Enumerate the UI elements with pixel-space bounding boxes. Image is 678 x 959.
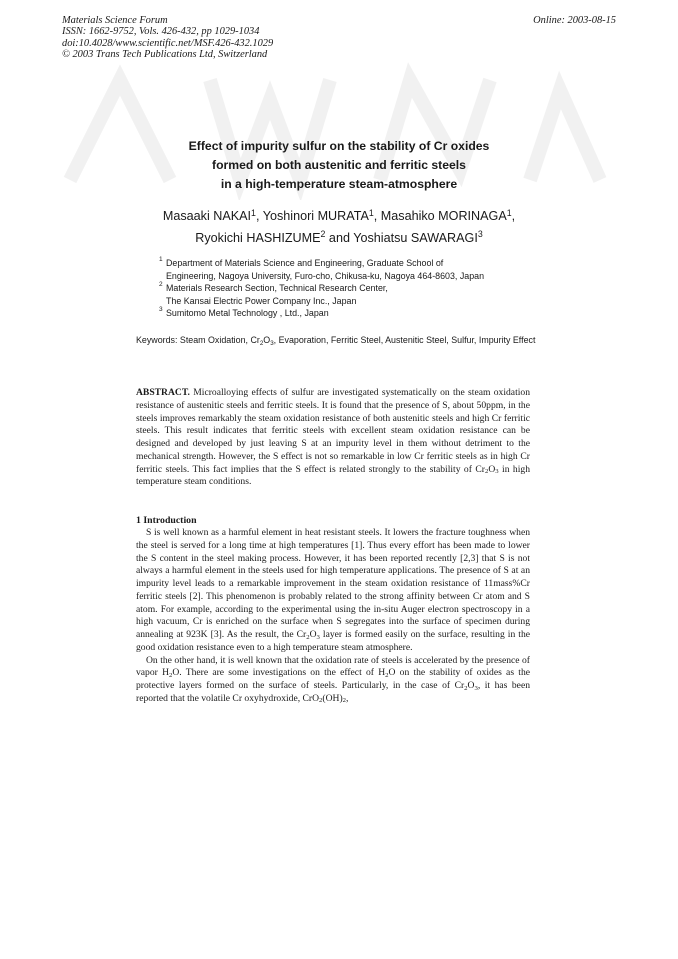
- subscript: 2: [464, 684, 468, 692]
- affiliation-line: Materials Research Section, Technical Research Center,: [166, 283, 388, 294]
- author-name: Yoshiatsu SAWARAGI: [353, 230, 478, 245]
- title-line-3: in a high-temperature steam-atmosphere: [220, 176, 458, 191]
- title-line-1: Effect of impurity sulfur on the stability of Cr oxides: [188, 139, 490, 153]
- affiliation-line: The Kansai Electric Power Company Inc., Japan: [166, 295, 357, 306]
- subscript: 3: [495, 468, 499, 476]
- keywords: [136, 334, 538, 347]
- affiliation-number: 2: [159, 281, 163, 289]
- affiliation-list: [160, 257, 484, 320]
- subscript: 2: [259, 339, 264, 347]
- journal-header: [62, 15, 273, 61]
- subscript: 2: [342, 697, 347, 705]
- author-affiliation-mark: 3: [477, 229, 483, 240]
- title-line-2: formed on both austenitic and ferritic steels: [212, 157, 466, 172]
- paragraph-text: (OH): [322, 692, 343, 704]
- online-date: Online: 2003-08-15: [533, 15, 616, 26]
- abstract-label: ABSTRACT.: [136, 387, 190, 398]
- author-affiliation-mark: 1: [368, 207, 374, 218]
- author-list: [0, 206, 678, 249]
- paragraph-text: ,: [346, 692, 349, 704]
- paragraph-text: layer is formed easily on the surface, resulting in the good oxidation resistance even to a high temperature steam atmosphere.: [136, 629, 530, 653]
- abstract-text: in high temperature steam conditions.: [136, 463, 530, 488]
- subscript: 2: [306, 633, 310, 641]
- author-separator: and: [325, 230, 354, 245]
- introduction-body: [136, 527, 530, 706]
- paragraph-text: , it has been reported that the volatile Cr oxyhydroxide, CrO: [136, 680, 530, 704]
- paragraph: [136, 655, 530, 706]
- author-separator: ,: [511, 209, 516, 223]
- paragraph-text: S is well known as a harmful element in heat resistant steels. It lowers the fracture toughness when the steel is served for a long time at high temperatures [1]. Thus every effort has been made to lower the S content in the steel making process. However, it has been reported recently [2,3] that S is not always a harmful element in the steels used for high temperature applications. The presence of S at an impurity level leads to a remarkable improvement in the steam oxidation resistance of 11mass%Cr ferritic steels [2]. This phenomenon is probably related to the strong affinity between Cr atom and S atom. For example, according to the experimental using the in-situ Auger electron spectroscopy in a high vacuum, Cr is enriched on the surface when S segregates into the surface of specimen during annealing at 923K [3]. As the result, the Cr: [136, 527, 530, 640]
- journal-name: Materials Science Forum: [62, 15, 168, 26]
- copyright-line: © 2003 Trans Tech Publications Ltd, Switzerland: [62, 49, 268, 61]
- affiliation-line: Department of Materials Science and Engineering, Graduate School of: [166, 258, 444, 268]
- affiliation-number: 1: [159, 256, 163, 263]
- affiliation-item: [160, 282, 484, 307]
- abstract-text: Microalloying effects of sulfur are investigated systematically on the steam oxidation resistance of austenitic steels and ferritic steels. It is found that the presence of S, about 50ppm, in the steels improves remarkably the steam oxidation resistance of both austenitic steels and high Cr ferritic steels. This result indicates that ferritic steels with excellent steam oxidation resistance can be designed and developed by just leaving S at an impurity level in them without detriment to the mechanical strength. However, the S effect is not so remarkable in low Cr ferritic steels as in high Cr ferritic steels. This fact implies that the S effect is related strongly to the stability of Cr: [136, 387, 530, 475]
- subscript: 3: [316, 633, 320, 641]
- author-name: Yoshinori MURATA: [262, 209, 369, 223]
- paragraph-text: O on the stability of oxides as the protective layers formed on the surface of steels. Particularly, in the case of Cr: [136, 667, 531, 691]
- keywords-text: Steam Oxidation, Cr: [177, 335, 260, 345]
- keywords-text: O: [263, 335, 271, 345]
- affiliation-line: Engineering, Nagoya University, Furo-cho, Chikusa-ku, Nagoya 464-8603, Japan: [166, 270, 485, 281]
- paper-title: [0, 137, 678, 193]
- subscript: 2: [169, 671, 173, 679]
- paragraph-text: O: [467, 680, 475, 691]
- paragraph-text: O. There are some investigations on the effect of H: [172, 667, 386, 679]
- doi-line[interactable]: doi:10.4028/www.scientific.net/MSF.426-432.1029: [62, 37, 274, 49]
- abstract: [136, 387, 530, 489]
- author-name: Masaaki NAKAI: [162, 209, 252, 223]
- paragraph: [136, 527, 530, 655]
- abstract-text: O: [488, 463, 496, 475]
- affiliation-item: [160, 307, 484, 320]
- affiliation-number: 3: [159, 306, 163, 314]
- author-affiliation-mark: 1: [506, 207, 512, 218]
- author-affiliation-mark: 1: [251, 207, 256, 218]
- paragraph-text: On the other hand, it is well known that the oxidation rate of steels is accelerated by the presence of vapor H: [136, 654, 530, 679]
- affiliation-item: [160, 257, 484, 282]
- subscript: 2: [385, 671, 389, 679]
- section-heading: 1 Introduction: [136, 515, 197, 526]
- author-affiliation-mark: 2: [320, 229, 326, 240]
- affiliation-line: Sumitomo Metal Technology , Ltd., Japan: [166, 308, 329, 319]
- paragraph-text: O: [309, 629, 317, 640]
- subscript: 3: [474, 684, 478, 692]
- subscript: 2: [484, 468, 489, 476]
- author-name: Masahiko MORINAGA: [380, 209, 507, 223]
- subscript: 3: [270, 339, 274, 347]
- author-name: Ryokichi HASHIZUME: [195, 230, 321, 245]
- author-separator: ,: [255, 209, 263, 223]
- issn-line: ISSN: 1662-9752, Vols. 426-432, pp 1029-1034: [62, 26, 260, 38]
- keywords-text: , Evaporation, Ferritic Steel, Austenitic Steel, Sulfur, Impurity Effect: [273, 335, 536, 345]
- subscript: 2: [319, 697, 323, 705]
- author-separator: ,: [373, 209, 381, 223]
- keywords-label: Keywords:: [136, 335, 178, 345]
